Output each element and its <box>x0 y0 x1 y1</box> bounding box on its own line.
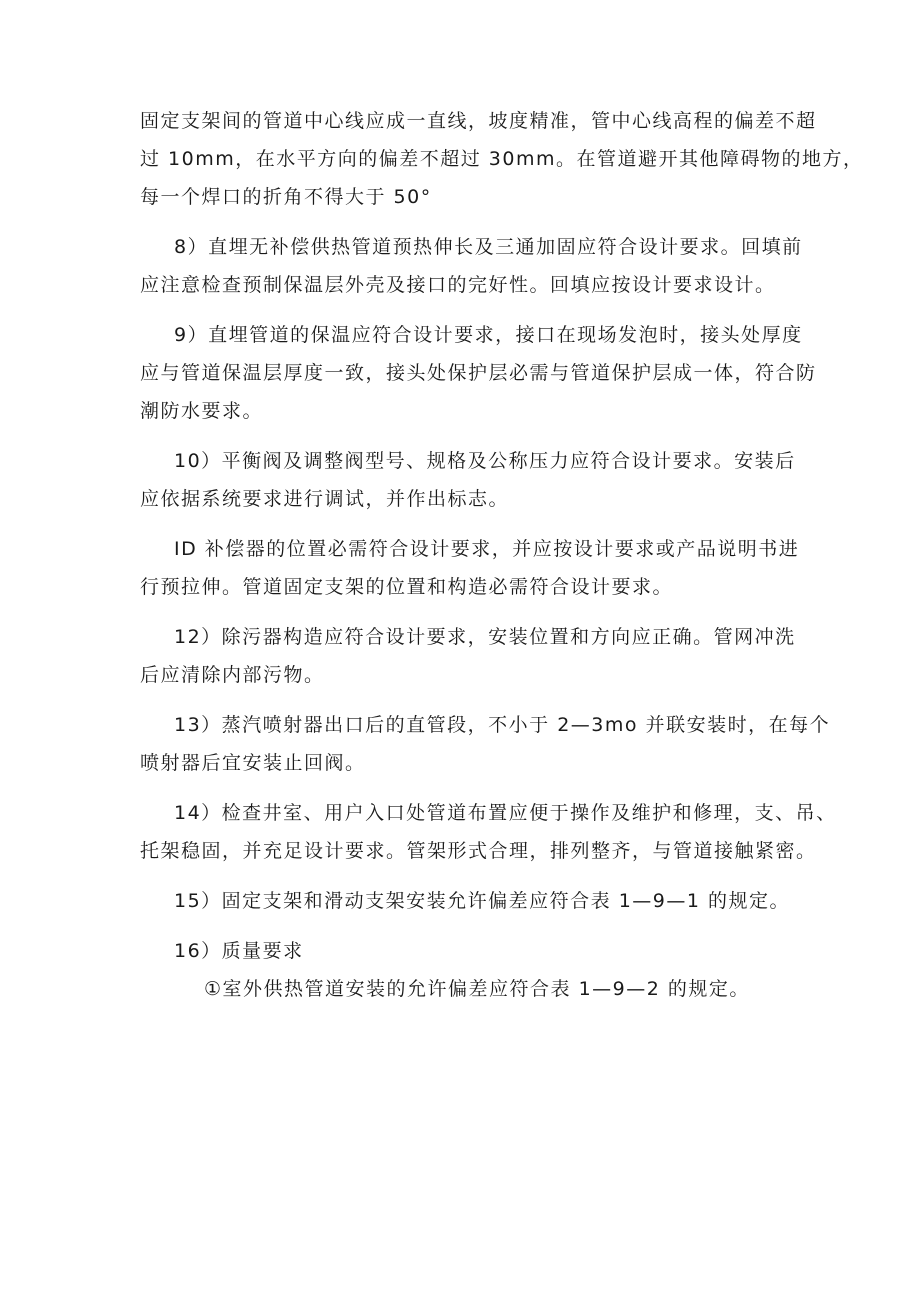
paragraph-item-11 <box>140 530 800 606</box>
paragraph-item-8 <box>140 228 803 304</box>
text-line: 过 10mm，在水平方向的偏差不超过 30mm。在管道避开其他障碍物的地方， <box>140 148 864 170</box>
document-body <box>140 102 864 1008</box>
text-line: 喷射器后宜安装止回阀。 <box>140 752 366 774</box>
paragraph-item-16-sub-1 <box>140 970 800 1008</box>
text-line: 12）除污器构造应符合设计要求，安装位置和方向应正确。管网冲洗 <box>174 626 796 648</box>
text-line: 8）直埋无补偿供热管道预热伸长及三通加固应符合设计要求。回填前 <box>174 236 803 258</box>
text-line: 后应清除内部污物。 <box>140 664 325 686</box>
text-line: 每一个焊口的折角不得大于 50° <box>140 186 432 208</box>
text-line: 托架稳固，并充足设计要求。管架形式合理，排列整齐，与管道接触紧密。 <box>140 840 817 862</box>
text-line: ①室外供热管道安装的允许偏差应符合表 1—9—2 的规定。 <box>204 978 750 1000</box>
text-line: 行预拉伸。管道固定支架的位置和构造必需符合设计要求。 <box>140 576 674 598</box>
text-line: 应依据系统要求进行调试，并作出标志。 <box>140 488 510 510</box>
paragraph-item-10 <box>140 442 800 518</box>
paragraph-item-13 <box>140 706 831 782</box>
paragraph-item-15 <box>140 882 800 920</box>
paragraph-item-12 <box>140 618 800 694</box>
text-line: ID 补偿器的位置必需符合设计要求，并应按设计要求或产品说明书进 <box>174 538 800 560</box>
paragraph-item-16 <box>140 932 800 970</box>
paragraph-item-9 <box>140 316 817 430</box>
text-line: 15）固定支架和滑动支架安装允许偏差应符合表 1—9—1 的规定。 <box>174 890 791 912</box>
text-line: 应与管道保温层厚度一致，接头处保护层必需与管道保护层成一体，符合防 <box>140 362 817 384</box>
text-line: 9）直埋管道的保温应符合设计要求，接口在现场发泡时，接头处厚度 <box>174 324 803 346</box>
text-line: 14）检查井室、用户入口处管道布置应便于操作及维护和修理，支、吊、 <box>174 802 837 824</box>
text-line: 应注意检查预制保温层外壳及接口的完好性。回填应按设计要求设计。 <box>140 274 776 296</box>
text-line: 16）质量要求 <box>174 940 304 962</box>
text-line: 13）蒸汽喷射器出口后的直管段，不小于 2—3mo 并联安装时，在每个 <box>174 714 831 736</box>
text-line: 固定支架间的管道中心线应成一直线，坡度精准，管中心线高程的偏差不超 <box>140 110 817 132</box>
text-line: 潮防水要求。 <box>140 400 264 422</box>
paragraph-item-14 <box>140 794 837 870</box>
text-line: 10）平衡阀及调整阀型号、规格及公称压力应符合设计要求。安装后 <box>174 450 796 472</box>
paragraph-pipe-centerline <box>140 102 864 216</box>
